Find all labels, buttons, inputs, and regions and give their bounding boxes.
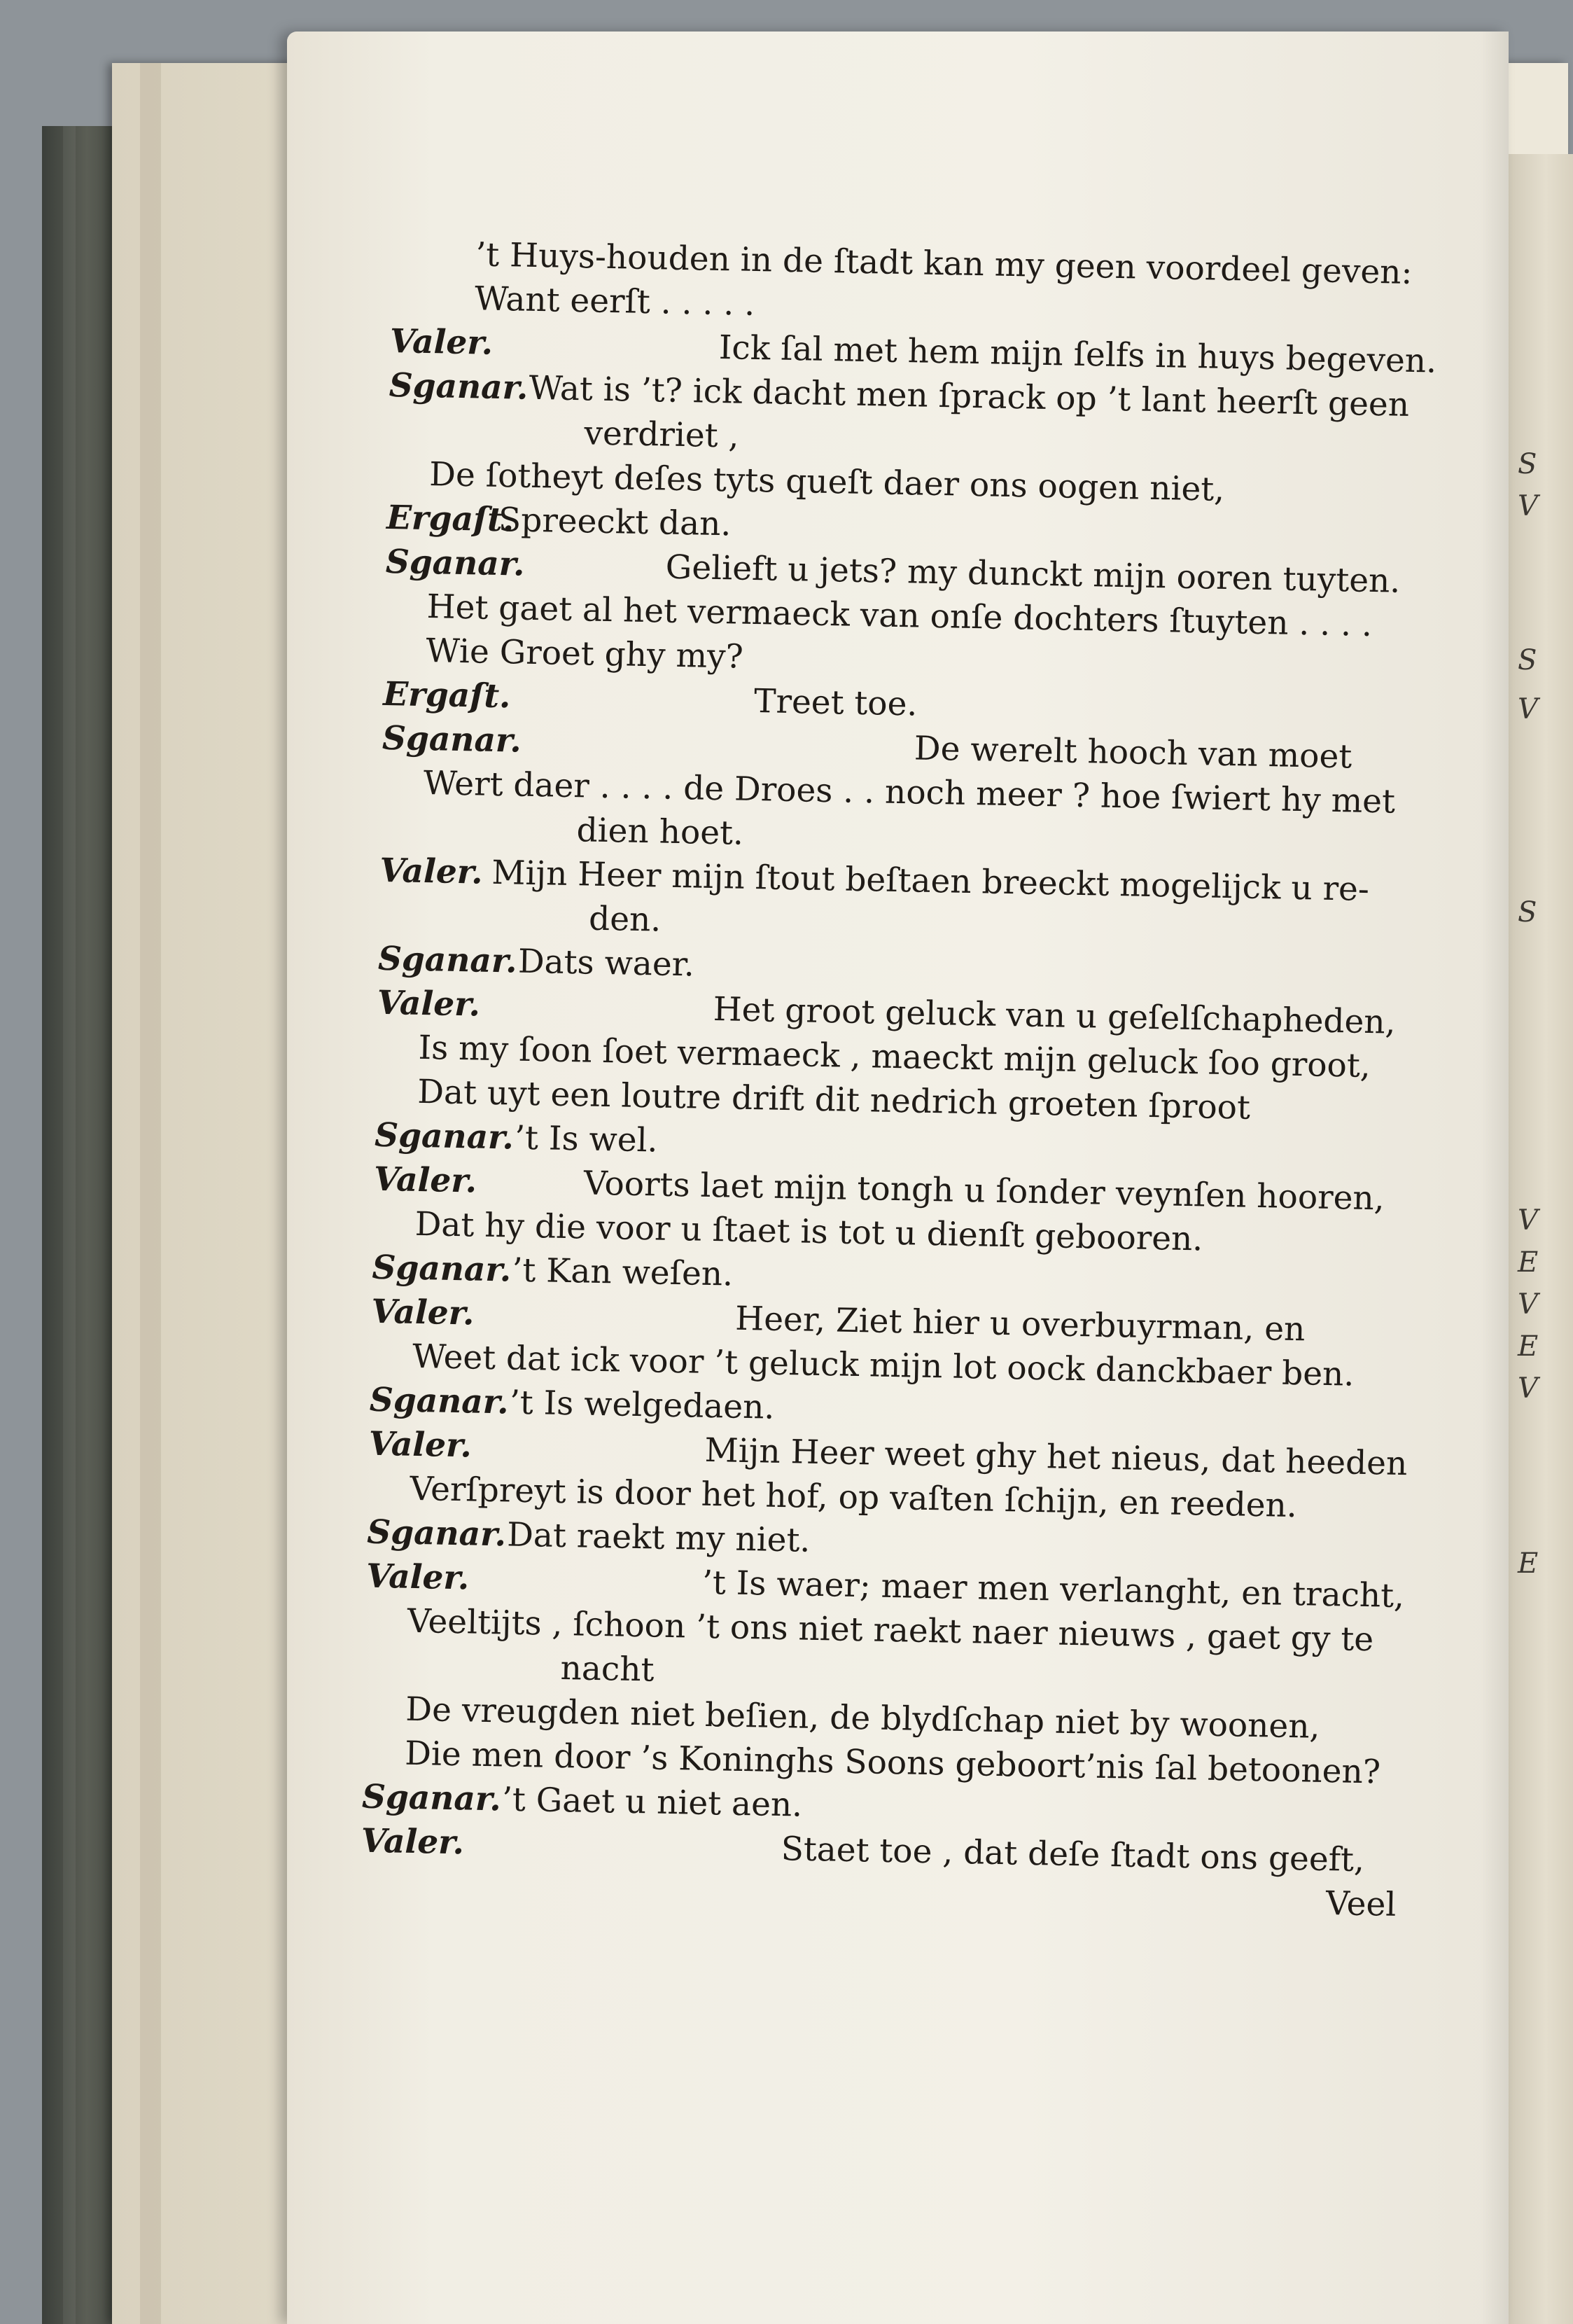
speaker-name: Valer. (377, 983, 481, 1024)
speaker-name: Sganar. (369, 1380, 510, 1422)
facing-page-letter: V (1518, 1372, 1538, 1405)
verse-text: Wat is ’t? ick dacht men ſprack op ’t lant heerſt geen (529, 368, 1410, 424)
verse-text: den. (588, 899, 662, 940)
verse-text: De vreugden niet beſien, de blydſchap niet by woonen, (405, 1690, 1321, 1746)
verse-text: Mijn Heer weet ghy het nieus, dat heeden (704, 1431, 1408, 1484)
verse-text: Het gaet al het vermaeck van onſe dochters ſtuyten . . . . (426, 587, 1373, 644)
facing-page-edge (1505, 154, 1573, 2324)
verse-text: ’t Kan weſen. (512, 1251, 734, 1294)
verse-text: Mijn Heer mijn ſtout beſtaen breeckt mogelijck u re- (491, 853, 1370, 909)
speaker-name: Sganar. (366, 1512, 507, 1554)
facing-page-letter: S (1518, 896, 1537, 928)
verse-text: Wie Groet ghy my? (425, 632, 744, 676)
facing-page-letter: V (1518, 1204, 1538, 1237)
verse-text: Spreeckt dan. (498, 501, 732, 544)
verse-text: Heer, Ziet hier u overbuyrman, en (734, 1299, 1306, 1349)
speaker-name: Ergaſt. (382, 674, 511, 716)
speaker-name: Valer. (373, 1160, 477, 1201)
speaker-name: Valer. (379, 851, 484, 892)
facing-page-letter: E (1518, 1330, 1539, 1363)
facing-page-letter: V (1518, 693, 1538, 725)
speaker-name: Sganar. (361, 1777, 502, 1819)
facing-page-letter: E (1518, 1547, 1539, 1580)
speaker-name: Valer. (365, 1557, 470, 1598)
speaker-name: Valer. (361, 1821, 465, 1863)
speaker-name: Sganar. (372, 1248, 512, 1290)
verse-text: Staet toe , dat deſe ſtadt ons geeft, (781, 1830, 1365, 1880)
verse-text: De ſotheyt deſes tyts queſt daer ons oogen niet, (428, 455, 1225, 509)
verse-text: Voorts laet mijn tongh u ſonder veynſen hooren, (583, 1164, 1385, 1218)
verse-text: Die men door ’s Koninghs Soons geboort’nis ſal betoonen? (404, 1734, 1381, 1792)
verse-text: dien hoet. (576, 811, 744, 853)
verse-text: ’t Is welgedaen. (509, 1383, 775, 1427)
verse-text: Dat raekt my niet. (506, 1515, 811, 1560)
verse-text: ’t Is waer; maer men verlanght, en tracht, (701, 1563, 1405, 1616)
verse-text: ’t Gaet u niet aen. (501, 1780, 803, 1825)
verse-text: Het groot geluck van u geſelſchapheden, (713, 990, 1397, 1042)
verse-text: Verſpreyt is door het hof, op vaſten ſchijn, en reeden. (409, 1469, 1298, 1526)
verse-text: Dats waer. (517, 942, 695, 984)
facing-page-letter: E (1518, 1246, 1539, 1279)
facing-page-letter: V (1518, 1288, 1538, 1321)
verse-text: Weet dat ick voor ’t geluck mijn lot oock danckbaer ben. (412, 1337, 1355, 1394)
speaker-name: Valer. (389, 321, 494, 363)
verse-text: Treet toe. (753, 682, 918, 724)
speaker-name: Sganar. (374, 1115, 515, 1157)
verse-text: Gelieft u jets? my dunckt mijn ooren tuyten. (665, 548, 1401, 601)
facing-page-letter: S (1518, 644, 1537, 676)
speaker-name: Sganar. (377, 939, 518, 981)
verse-text: Dat hy die voor u ſtaet is tot u dienſt gebooren. (414, 1204, 1203, 1259)
speaker-name: Ergaſt. (386, 498, 515, 540)
speaker-name: Sganar. (389, 366, 529, 408)
verse-text: Wert daer . . . . de Droes . . noch meer ? hoe ſwiert hy met (423, 764, 1396, 821)
speaker-name: Sganar. (385, 542, 526, 584)
verse-text: ’t Huys-houden in de ſtadt kan my geen voordeel geven: (475, 235, 1413, 292)
verse-text: nacht (560, 1649, 655, 1690)
speaker-name: Valer. (370, 1292, 475, 1333)
verse-text: Dat uyt een loutre drift dit nedrich groeten ſproot (417, 1072, 1251, 1127)
verse-text: Ick ſal met hem mijn ſelfs in huys begeven. (718, 328, 1437, 381)
catchword: Veel (1325, 1884, 1397, 1924)
verse-text: Want eerſt . . . . . (474, 279, 755, 323)
verse-text: verdriet , (583, 414, 740, 456)
verse-text: De werelt hooch van moet (914, 729, 1352, 777)
verse-text: ’t Is wel. (514, 1118, 659, 1160)
facing-page-letter: S (1518, 448, 1537, 480)
verse-text: Veeltijts , ſchoon ’t ons niet raekt naer nieuws , gaet gy te (407, 1601, 1374, 1659)
facing-page-letter: V (1518, 490, 1538, 522)
speaker-name: Valer. (368, 1424, 473, 1466)
verse-text: Is my ſoon ſoet vermaeck , maeckt mijn geluck ſoo groot, (418, 1028, 1371, 1086)
page-text (360, 231, 1470, 1928)
speaker-name: Sganar. (382, 718, 522, 760)
